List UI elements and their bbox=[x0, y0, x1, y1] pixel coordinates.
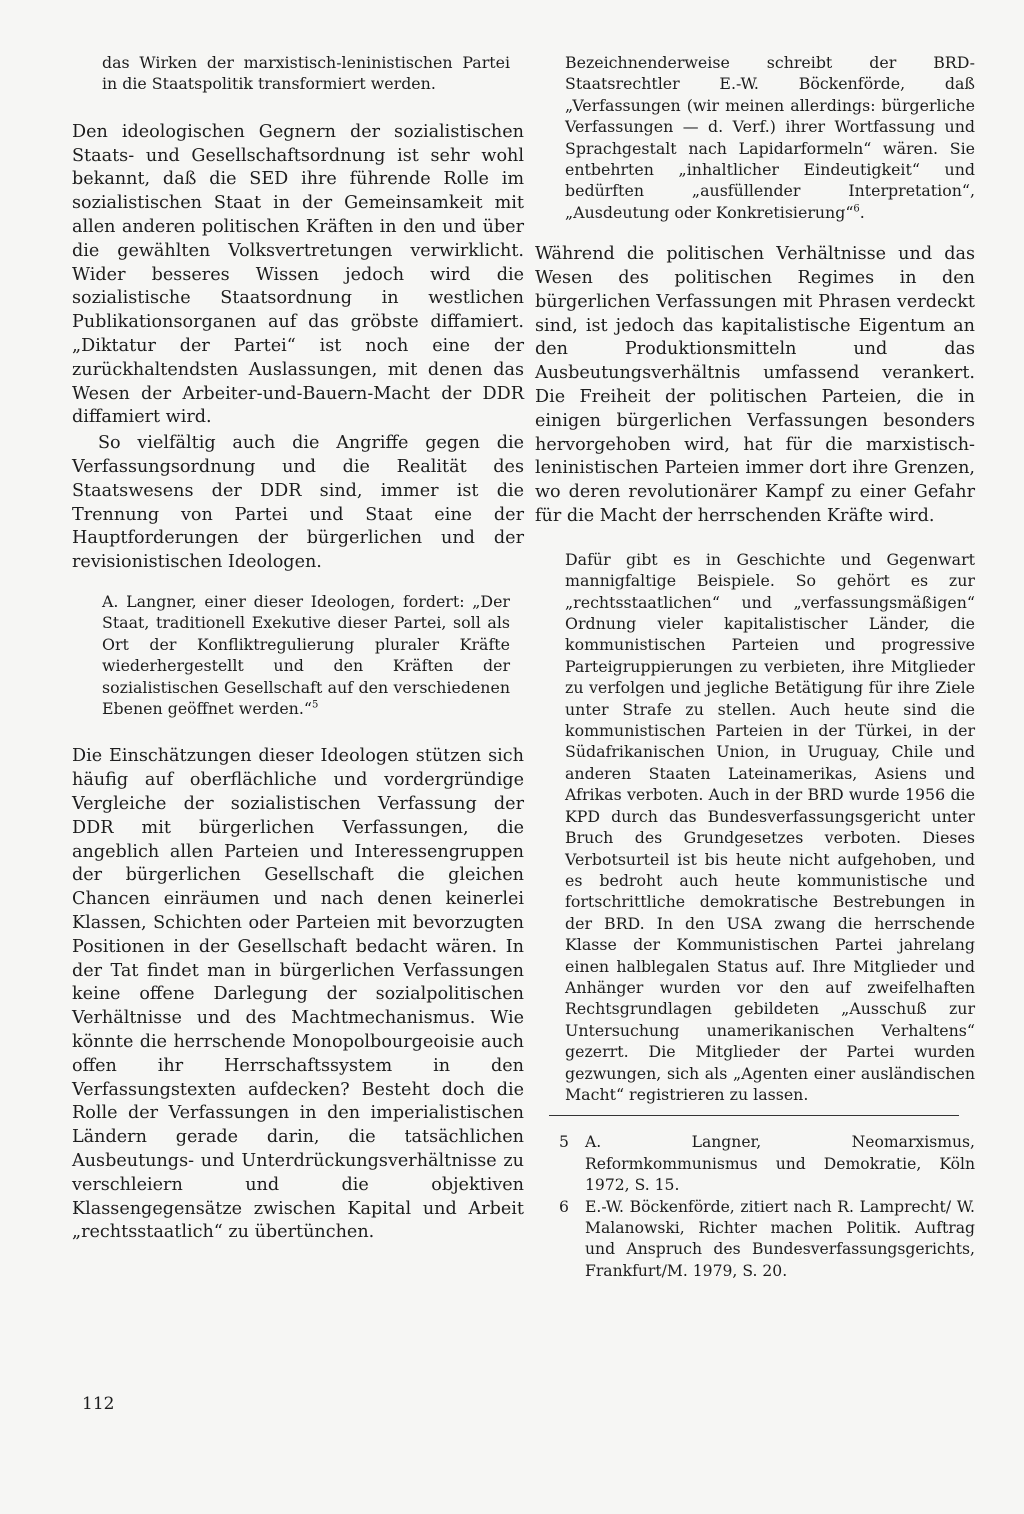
paragraph-attacks: So vielfältig auch die Angriffe gegen die Verfassungsordnung und die Realität des Staatswesens der DDR sind, immer ist die Trennung von Partei und Staat eine der Hauptforderungen der bürgerlichen und der revisionistischen Ideologen. bbox=[72, 433, 524, 573]
paragraph-examples: Dafür gibt es in Geschichte und Gegenwart mannigfaltige Beispiele. So gehört es zur „rechtsstaatlichen“ und „verfassungsmäßigen“ Ordnung vieler kapitalistischer Länder, die kommunistischen Parteien und progressive Parteigruppierungen zu verbieten, ihre Mitglieder zu verfolgen und jegliche Betätigung für ihre Ziele unter Strafe zu stellen. Auch heute sind die kommunistischen Parteien in der Türkei, in der Südafrikanischen Union, in Uruguay, Chile und anderen Staaten Lateinamerikas, Asiens und Afrikas verboten. Auch in der BRD wurde 1956 die KPD durch das Bundesverfassungsgericht unter Bruch des Grundgesetzes verboten. Dieses Verbotsurteil ist bis heute nicht aufgehoben, und es bedroht auch heute kommunistische und fortschrittliche demokratische Bestrebungen in der BRD. In den USA zwang die herrschende Klasse der Kommunistischen Partei jahrelang einen halblegalen Status auf. Ihre Mitglieder und Anhänger wurden vor den auf zweifelhaften Rechtsgrundlagen gebildeten „Ausschuß zur Untersuchung unamerikanischen Verhaltens“ gezerrt. Die Mitglieder der Partei wurden gezwungen, sich als „Agenten einer ausländischen Macht“ registrieren zu lassen. bbox=[565, 549, 975, 1104]
quote-langner bbox=[72, 591, 524, 719]
page-number: 112 bbox=[82, 1394, 115, 1414]
paragraph-boeckenfoerde: Bezeichnenderweise schreibt der BRD-Staatsrechtler E.-W. Böckenförde, daß „Verfassungen (wir meinen allerdings: bürgerliche Verfassungen — d. Verf.) ihrer Wortfassung und Sprachgestalt nach Lapidarformeln“ wären. Sie entbehrten „inhaltlicher Eindeutigkeit“ und bedürften „ausfüllender Interpretation“, „Ausdeutung oder Konkretisierung“$^6$. bbox=[565, 53, 975, 222]
footnote-ref-5: 5 bbox=[311, 699, 319, 711]
quote-text: A. Langner, einer dieser Ideologen, fordert: „Der Staat, traditionell Exekutive dieser Partei, soll als Ort der Konfliktregulierung pluraler Kräfte wiederhergestellt und den Kräften der sozialistischen Gesellschaft auf den verschiedenen Ebenen geöffnet werden.“ bbox=[102, 591, 510, 718]
footnote-text: A. Langner, Neomarxismus, Reformkommunismus und Demokratie, Köln 1972, S. 15. bbox=[585, 1133, 975, 1195]
paragraph-ideological-opponents: Den ideologischen Gegnern der sozialistischen Staats- und Gesellschaftsordnung ist sehr wohl bekannt, daß die SED ihre führende Rolle im sozialistischen Staat in der Gemeinsamkeit mit allen anderen politischen Kräften in den und über die gewählten Volksvertretungen verwirklicht. Wider besseres Wissen jedoch wird die sozialistische Staatsordnung in westlichen Publikationsorganen auf das gröbste diffamiert. „Diktatur der Partei“ ist noch eine der zurückhaltendsten Auslassungen, mit denen das Wesen der Arbeiter-und-Bauern-Macht der DDR diffamiert wird. bbox=[72, 121, 524, 428]
paragraph-continuation: das Wirken der marxistisch-leninistischen Partei in die Staatspolitik transformiert werden. bbox=[102, 53, 510, 94]
footnote-6 bbox=[559, 1197, 975, 1283]
footnote-ref-6: 6 bbox=[853, 203, 860, 215]
footnote-divider bbox=[549, 1115, 959, 1116]
paragraph-assessments: Die Einschätzungen dieser Ideologen stützen sich häufig auf oberflächliche und vordergründige Vergleiche der sozialistischen Verfassung der DDR mit bürgerlichen Verfassungen, die angeblich allen Parteien und Interessengruppen der bürgerlichen Gesellschaft die gleichen Chancen einräumen und nach denen keinerlei Klassen, Schichten oder Parteien mit bevorzugten Positionen in der Gesellschaft bedacht wären. In der Tat findet man in bürgerlichen Verfassungen keine offene Darlegung der sozialpolitischen Verhältnisse und des Machtmechanismus. Wie könnte die herrschende Monopolbourgeoisie auch offen ihr Herrschaftssystem in den Verfassungstexten aufdecken? Besteht doch die Rolle der Verfassungen in den imperialistischen Ländern gerade darin, die tatsächlichen Ausbeutungs- und Unterdrückungsverhältnisse zu verschleiern und die objektiven Klassengegensätze zwischen Kapital und Arbeit „rechtsstaatlich“ zu übertünchen. bbox=[72, 746, 524, 1243]
footnote-number: 6 bbox=[559, 1197, 569, 1216]
paragraph-text: Bezeichnenderweise schreibt der BRD-Staatsrechtler E.-W. Böckenförde, daß „Verfassungen (wir meinen allerdings: bürgerliche Verfassungen — d. Verf.) ihrer Wortfassung und Sprachgestalt nach Lapidarformeln“ wären. Sie entbehrten „inhaltlicher Eindeutigkeit“ und bedürften „ausfüllender Interpretation“, „Ausdeutung oder Konkretisierung“ bbox=[565, 53, 975, 222]
paragraph-political-conditions: Während die politischen Verhältnisse und das Wesen des politischen Regimes in den bürgerlichen Verfassungen mit Phrasen verdeckt sind, ist jedoch das kapitalistische Eigentum an den Produktionsmitteln und das Ausbeutungsverhältnis umfassend verankert. Die Freiheit der politischen Parteien, die in einigen bürgerlichen Verfassungen besonders hervorgehoben wird, hat für die marxistisch-leninistischen Parteien immer dort ihre Grenzen, wo deren revolutionärer Kampf zu einer Gefahr für die Macht der herrschenden Kräfte wird. bbox=[535, 244, 975, 527]
right-column bbox=[535, 52, 975, 1282]
footnote-5 bbox=[559, 1132, 975, 1196]
footnote-text: E.-W. Böckenförde, zitiert nach R. Lamprecht/ W. Malanowski, Richter machen Politik. Auftrag und Anspruch des Bundesverfassungsgerichts, Frankfurt/M. 1979, S. 20. bbox=[585, 1197, 975, 1280]
left-column bbox=[72, 52, 524, 1245]
footnote-number: 5 bbox=[559, 1133, 569, 1152]
